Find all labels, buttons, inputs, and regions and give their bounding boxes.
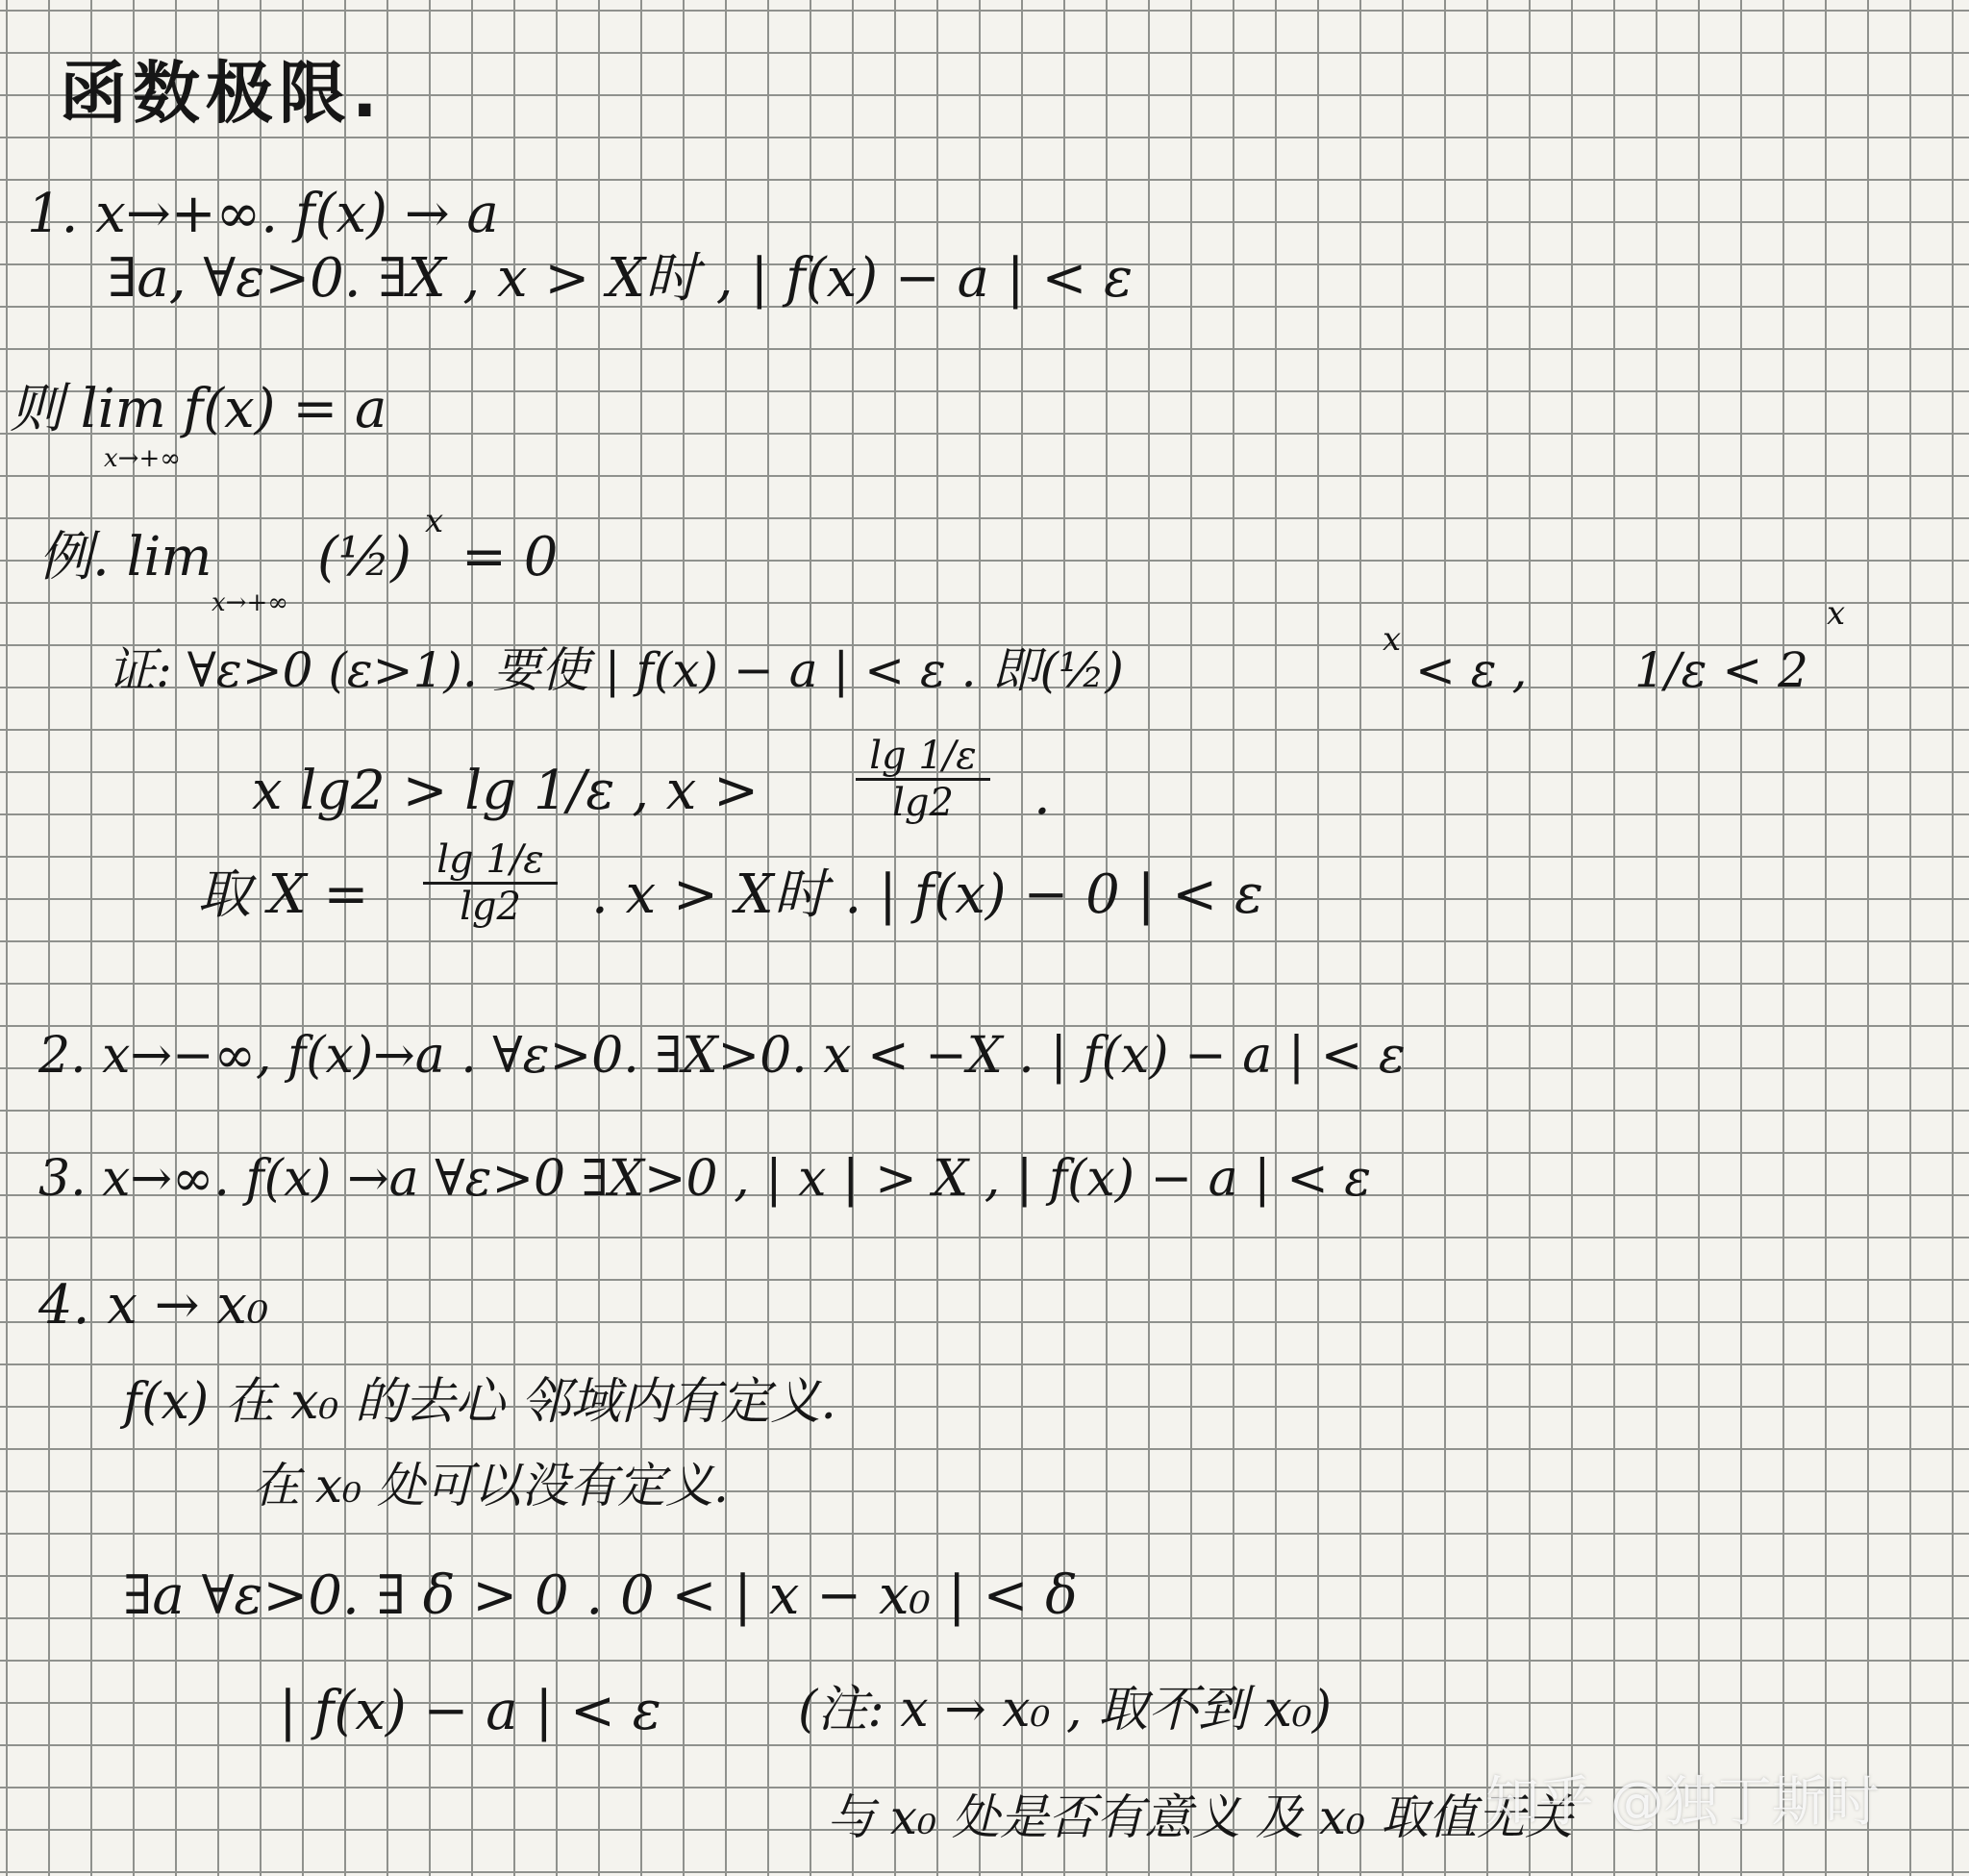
step-1-fraction — [856, 736, 990, 823]
zhihu-watermark: 知乎 @独丁斯时 — [1485, 1771, 1880, 1834]
proof-exponent: x — [1383, 620, 1402, 659]
section-2: 2. x→−∞, f(x)→a . ∀ε>0. ∃X>0. x < −X . | f(x) − a | < ε — [38, 1027, 1406, 1085]
section-4-last-line: 与 x₀ 处是否有意义 及 x₀ 取值无关 — [827, 1789, 1573, 1845]
take-x-numerator: lg 1/ε — [436, 838, 544, 882]
section-4-definition-2: 在 x₀ 处可以没有定义. — [252, 1458, 729, 1513]
example-exponent: x — [425, 502, 444, 540]
section-3: 3. x→∞. f(x) →a ∀ε>0 ∃X>0 , | x | > X , | f(x) − a | < ε — [38, 1150, 1372, 1208]
limit-subscript: x→+∞ — [104, 444, 181, 473]
proof-right: 1/ε < 2 — [1634, 642, 1808, 698]
section-4-condition: ∃a ∀ε>0. ∃ δ > 0 . 0 < | x − x₀ | < δ — [123, 1564, 1078, 1627]
step-1-numerator: lg 1/ε — [869, 734, 977, 778]
take-x-tail: . x > X时 . | f(x) − 0 | < ε — [591, 863, 1264, 926]
section-4-heading: 4. x → x₀ — [38, 1274, 269, 1337]
section-4-definition-1: f(x) 在 x₀ 的去心 邻域内有定义. — [123, 1373, 836, 1431]
proof-right-exponent: x — [1827, 594, 1846, 633]
section-1-definition: ∃a, ∀ε>0. ∃X , x > X时 , | f(x) − a | < ε — [108, 247, 1134, 310]
page-title: 函数极限. — [60, 54, 384, 133]
example-limit: 例. lim — [38, 526, 212, 588]
proof-tail: < ε , — [1415, 642, 1528, 698]
step-1-end: . — [1034, 764, 1051, 827]
example-expression: (½) — [317, 526, 411, 588]
take-x-fraction — [423, 839, 558, 927]
example-subscript: x→+∞ — [212, 588, 288, 617]
example-rhs: = 0 — [461, 526, 559, 588]
section-4-note: (注: x → x₀ , 取不到 x₀) — [798, 1681, 1333, 1738]
take-x-denominator: lg2 — [460, 885, 521, 929]
limit-statement: 则 lim f(x) = a — [10, 378, 387, 440]
step-1-denominator: lg2 — [892, 781, 954, 825]
section-4-result: | f(x) − a | < ε — [279, 1680, 661, 1742]
proof-step-1: x lg2 > lg 1/ε , x > — [252, 760, 760, 822]
section-1-heading: 1. x→+∞. f(x) → a — [27, 183, 499, 245]
take-x-statement: 取 X = — [197, 863, 369, 926]
proof-line: 证: ∀ε>0 (ε>1). 要使 | f(x) − a | < ε . 即(½) — [108, 642, 1124, 698]
